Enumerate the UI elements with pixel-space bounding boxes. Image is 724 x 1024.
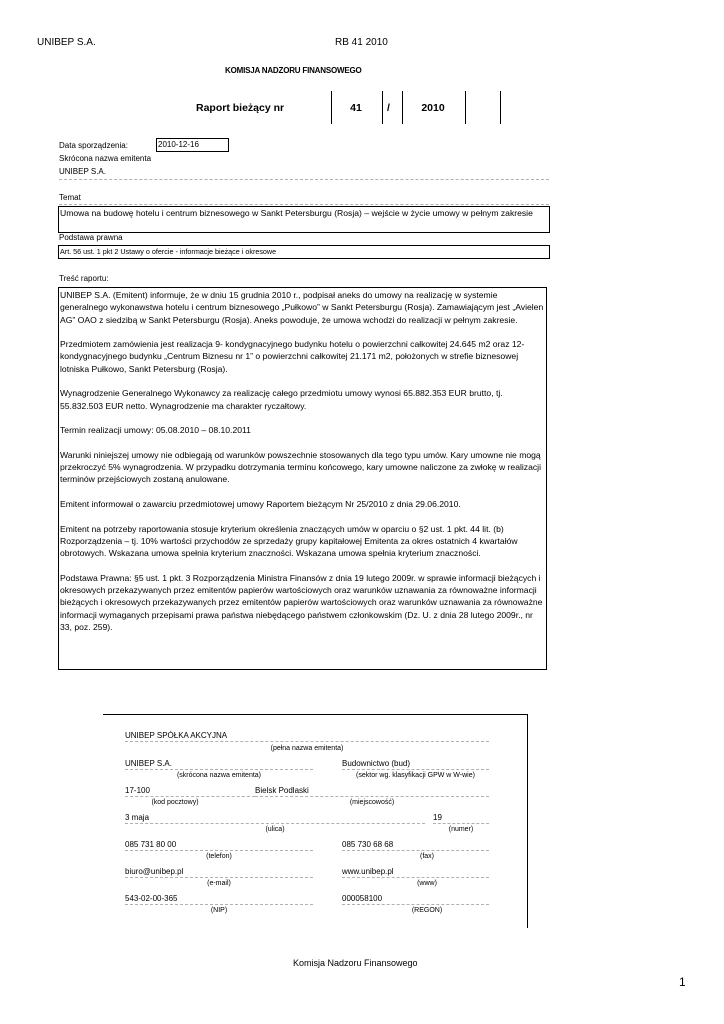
legal-basis-label: Podstawa prawna — [59, 233, 123, 242]
content-paragraph: Emitent na potrzeby raportowania stosuje kryterium określenia znaczących umów w oparciu o §2 ust. 1 pkt. 44 lit. (b) Rozporządzenia – tj. 10% wartości przychodów ze sprzedaży grupy kapitałowej Emitenta za okres ostatnich 4 kwartałów obrotowych. Wskazana umowa spełnia kryterium znaczności. Wskazana umowa spełnia kryterium znaczności. — [60, 523, 518, 559]
email-caption: (e-mail) — [207, 880, 231, 887]
subject-field: Umowa na budowę hotelu i centrum biznesowego w Sankt Petersburgu (Rosja) – wejście w życie umowy w pełnym zakresie — [58, 206, 550, 233]
date-label: Data sporządzenia: — [59, 141, 128, 150]
report-year: 2010 — [421, 102, 445, 114]
street-number: 19 — [433, 813, 489, 824]
company-short-name: UNIBEP S.A. — [125, 759, 313, 770]
nip-caption: (NIP) — [210, 907, 228, 914]
short-name-field: UNIBEP S.A. — [59, 167, 549, 180]
company-full-name-label: (pełna nazwa emitenta) — [270, 745, 344, 752]
content-paragraph: UNIBEP S.A. (Emitent) informuje, że w dniu 15 grudnia 2010 r., podpisał aneks do umowy na realizację w systemie generalnego wykonawstwa hotelu i centrum biznesowego „Pułkowo” w Sankt Petersburgu (Rosja). Zamawiającym jest „Avielen AG” OAO z siedzibą w Sankt Petersburgu (Rosja). Aneks powoduje, że umowa wchodzi do realizacji w pełnym zakresie. — [60, 290, 544, 325]
short-name-label: Skrócona nazwa emitenta — [59, 154, 152, 163]
street: 3 maja — [125, 813, 425, 824]
subject-label: Temat — [59, 193, 549, 205]
report-content — [58, 287, 547, 670]
postal-code: 17-100 — [125, 786, 255, 797]
report-number: 41 — [350, 102, 362, 114]
content-label: Treść raportu: — [59, 274, 109, 283]
postal-code-caption: (kod pocztowy) — [151, 799, 199, 806]
header-report-id: RB 41 2010 — [335, 37, 388, 48]
regon-caption: (REGON) — [411, 907, 443, 914]
authority-title: KOMISJA NADZORU FINANSOWEGO — [225, 66, 362, 75]
city: Bielsk Podlaski — [255, 786, 489, 797]
fax-caption: (fax) — [420, 853, 434, 860]
header-company: UNIBEP S.A. — [37, 37, 96, 48]
number-caption: (numer) — [448, 826, 474, 833]
phone-caption: (telefon) — [206, 853, 232, 860]
content-paragraph: Podstawa Prawna: §5 ust. 1 pkt. 3 Rozporządzenia Ministra Finansów z dnia 19 lutego 2009r. w sprawie informacji bieżących i okresowych przekazywanych przez emitentów papierów wartościowych oraz warunków uznawania za równoważne informacji bieżących i okresowych przekazywanych przez emitentów papierów wartościowych oraz warunków uznawania za równoważne informacji wymaganych przepisami prawa państwa niebędącego państwem członkowskim (Dz. U. z dnia 28 lutego 2009r., nr 33, poz. 259). — [60, 572, 543, 633]
content-paragraph: Przedmiotem zamówienia jest realizacja 9- kondygnacyjnego budynku hotelu o powierzchni całkowitej 24.645 m2 oraz 12- kondygnacyjnego budynku „Centrum Biznesu nr 1” o powierzchni całkowitej 21.171 m2, położonych w strefie biznesowej lotniska Pułkowo, Sankt Petersburg (Rosja). — [60, 339, 525, 374]
website-caption: (www) — [417, 880, 437, 887]
nip: 543-02-00-365 — [125, 894, 313, 905]
content-paragraph: Termin realizacji umowy: 05.08.2010 – 08.10.2011 — [60, 425, 251, 436]
company-sector: Budownictwo (bud) — [342, 759, 489, 770]
short-name-caption: (skrócona nazwa emitenta) — [176, 772, 262, 779]
regon: 000058100 — [342, 894, 489, 905]
street-caption: (ulica) — [265, 826, 285, 833]
phone: 085 731 80 00 — [125, 840, 313, 851]
content-paragraph: Emitent informował o zawarciu przedmiotowej umowy Raportem bieżącym Nr 25/2010 z dnia 29.06.2010. — [60, 499, 461, 510]
fax: 085 730 68 68 — [342, 840, 489, 851]
content-paragraph: Warunki niniejszej umowy nie odbiegają od warunków powszechnie stosowanych dla tego typu umów. Kary umowne nie mogą przekroczyć 5% wynagrodzenia. W przypadku dotrzymania terminu końcowego, kary umowne naliczone za zwłokę w realizacji terminów przejściowych zostaną anulowane. — [60, 449, 541, 485]
company-info-block — [103, 714, 528, 928]
legal-basis-field: Art. 56 ust. 1 pkt 2 Ustawy o ofercie - informacje bieżące i okresowe — [58, 245, 550, 259]
content-paragraph: Wynagrodzenie Generalnego Wykonawcy za realizację całego przedmiotu umowy wynosi 65.882.353 EUR brutto, tj. 55.832.503 EUR netto. Wynagrodzenie ma charakter ryczałtowy. — [60, 388, 503, 411]
date-field: 2010-12-16 — [156, 138, 229, 152]
report-title: Raport bieżący nr — [196, 102, 285, 114]
page-number: 1 — [679, 975, 686, 989]
footer-text: Komisja Nadzoru Finansowego — [293, 958, 418, 968]
city-caption: (miejscowość) — [349, 799, 395, 806]
report-number-box — [193, 91, 501, 124]
website: www.unibep.pl — [342, 867, 489, 878]
company-full-name: UNIBEP SPÓŁKA AKCYJNA — [125, 731, 489, 742]
email: biuro@unibep.pl — [125, 867, 313, 878]
report-sep: / — [387, 102, 390, 114]
sector-caption: (sektor wg. klasyfikacji GPW w W-wie) — [356, 772, 475, 779]
